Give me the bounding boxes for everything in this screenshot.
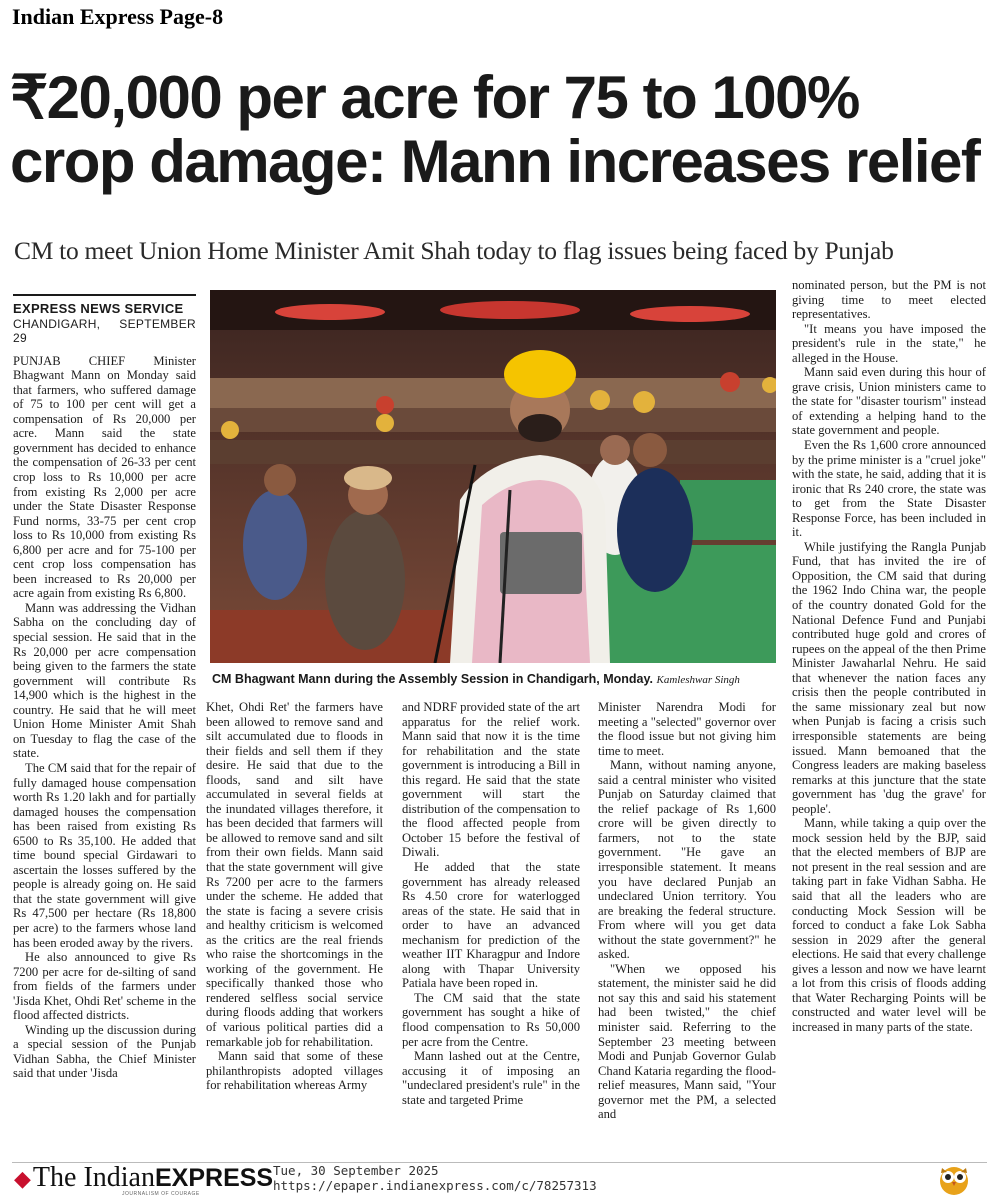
paragraph: He added that the state government has already released Rs 4.50 crore for waterlogged areas of the state. He said that in order to have an advanced mechanism for prediction of the weather IIT Kharagpur and Indore along with Thapar University Patiala have been roped in. <box>402 860 580 991</box>
byline: EXPRESS NEWS SERVICE <box>13 294 196 317</box>
paragraph: Minister Narendra Modi for meeting a "selected" governor over the flood issue but not giving him time to meet. <box>598 700 776 758</box>
paragraph: Khet, Ohdi Ret' the farmers have been allowed to remove sand and silt accumulated due to floods in their fields and sell them if they desire. He said that due to the floods, sand and silt have accumulated in several fields at the inundated villages therefore, it has been decided that farmers will be allowed to remove sand and silt from their own fields. Mann said that the state government will give Rs 7200 per acre to the farmers under the scheme. He added that the state is facing a severe crisis and healthy criticism is welcomed as the critics are the real friends who raise the shortcomings in the working of the government. He specifically thanked those who rendered selfless social service during floods adding that workers of various political parties did a remarkable job for rehabilitation. <box>206 700 383 1049</box>
logo-main: EXPRESS <box>154 1164 274 1192</box>
express-logo-icon: ◆ <box>14 1166 31 1191</box>
caption-text: CM Bhagwant Mann during the Assembly Session in Chandigarh, Monday. <box>212 672 654 686</box>
paragraph: While justifying the Rangla Punjab Fund, that has invited the ire of Opposition, the CM said that during the 1962 Indo China war, the people of the country donated Gold for the National Defence Fund and Punjabi contributed huge gold and crores of rupees on the appeal of the then Prime Minister Jawaharlal Nehru. He said that whenever the nation faces any crisis then the people contributed in the same missionary zeal but now when Punjab is facing a crisis such irresponsible statements are being issued. Mann bemoaned that the Congress leaders are making baseless remarks at this juncture that the state government has 'dug the grave' for people'. <box>792 539 986 816</box>
dateline: CHANDIGARH, SEPTEMBER 29 <box>13 316 196 346</box>
headline-line-1: ₹20,000 per acre for 75 to 100% <box>10 64 859 131</box>
article-column-1 <box>13 294 196 1149</box>
paragraph: and NDRF provided state of the art apparatus for the relief work. Mann said that now it is the time for rehabilitation and the state government is introducing a Bill in this regard. He said that the state government will start the distribution of the compensation to the flood affected people from October 15 before the festival of Diwali. <box>402 700 580 860</box>
article-column-5 <box>792 278 986 1150</box>
edition-date: Tue, 30 September 2025 <box>273 1163 439 1178</box>
paragraph: He also announced to give Rs 7200 per acre for de-silting of sand from fields of the farmers under 'Jisda Khet, Ohdi Ret' scheme in the flood affected districts. <box>13 950 196 1023</box>
photo-illustration <box>210 290 776 663</box>
page-label: Indian Express Page-8 <box>12 4 224 29</box>
headline-line-2: crop damage: Mann increases relief <box>10 128 980 195</box>
logo-tagline: JOURNALISM OF COURAGE <box>122 1191 200 1197</box>
paragraph: The CM said that for the repair of fully damaged house compensation worth Rs 1.20 lakh and for partially damaged houses the compensation has been raised from existing Rs 6500 to Rs 35,100. He added that time bound special Girdawari to ascertain the losses suffered by the people is already going on. He said that the state government will give Rs 47,500 per hectare (Rs 18,800 per acre) to the farmers whose land has been eroded away by the rivers. <box>13 760 196 950</box>
footer-meta <box>273 1163 597 1193</box>
assembly-session-photo <box>210 290 776 663</box>
paragraph: Winding up the discussion during a special session of the Punjab Vidhan Sabha, the Chief Minister said that under 'Jisda <box>13 1022 196 1081</box>
photo-caption <box>212 672 778 686</box>
subheadline: CM to meet Union Home Minister Amit Shah today to flag issues being faced by Punjab <box>14 236 894 265</box>
paragraph: The CM said that the state government has sought a hike of flood compensation to Rs 50,000 per acre from the Centre. <box>402 990 580 1049</box>
logo-prefix: The Indian <box>32 1162 155 1193</box>
paragraph: Mann was addressing the Vidhan Sabha on the concluding day of special session. He said that in the Rs 20,000 per acre compensation being given to the farmers the state government will contribute Rs 14,900 which is the highest in the country. He said that he will meet Union Home Minister Amit Shah on Tuesday to flag the case of the state. <box>13 600 196 761</box>
paragraph: Mann said that some of these philanthropists adopted villages for rehabilitation whereas Army <box>206 1049 383 1093</box>
paragraph: Mann, without naming anyone, said a central minister who visited Punjab on Saturday claimed that the relief package of Rs 1,600 crore will be given directly to farmers, not to the state government. "He gave an irresponsible statement. It means you have declared Punjab an undeclared Union territory. You are breaking the federal structure. From where will you get data without the state government?" he asked. <box>598 758 776 962</box>
paragraph: Mann lashed out at the Centre, accusing it of imposing an "undeclared president's rule" in the state and targeted Prime <box>402 1049 580 1107</box>
article-column-3 <box>402 700 580 1149</box>
photo-credit: Kamleshwar Singh <box>656 674 740 686</box>
paragraph: "When we opposed his statement, the minister said he did not say this and said his statement had been twisted," the chief minister said. Referring to the September 23 meeting between Modi and Punjab Governor Gulab Chand Kataria regarding the flood-relief measures, Mann said, "Your governor met the PM, a selected and <box>598 961 776 1122</box>
paragraph: Mann said even during this hour of grave crisis, Union ministers came to the state for "disaster tourism" instead of extending a helping hand to the state government and people. <box>792 365 986 438</box>
article-column-4 <box>598 700 776 1149</box>
epaper-url[interactable]: https://epaper.indianexpress.com/c/78257313 <box>273 1178 597 1193</box>
paragraph: Even the Rs 1,600 crore announced by the prime minister is a "cruel joke" with the state, he said, adding that it is ironic that Rs 240 crore, the state was to get from the State Disaster Response Force, has been included in it. <box>792 438 986 540</box>
article-column-2 <box>206 700 383 1149</box>
headline <box>10 66 990 194</box>
indian-express-logo <box>14 1162 273 1194</box>
paragraph: PUNJAB CHIEF Minister Bhagwant Mann on Monday said that farmers, who suffered damage of 75 to 100 per cent will get a compensation of Rs 20,000 per acre. Mann said the state government has decided to enhance the compensation of 26-33 per cent crop loss to Rs 10,000 per acre from existing Rs 2,000 per acre under the State Disaster Response Fund norms, 33-75 per cent crop loss to Rs 10,000 from existing Rs 6,800 per acre and for 75-100 per cent crop loss compensation has been increased to Rs 20,000 per acre again from existing Rs 6,800. <box>13 353 196 601</box>
paragraph: Mann, while taking a quip over the mock session held by the BJP, said that the elected members of BJP are not present in the real session and are taking part in fake Vidhan Sabha. He said that all the leaders who are conducting Mock Session will be forced to conduct a fake Lok Sabha session in 2029 after the general elections. He said that every challenge gives a lesson and now we have learnt a lot from this crisis of floods adding that Water Recharging Points will be constructed and water level will be increased in many parts of the state. <box>792 816 986 1034</box>
paragraph: nominated person, but the PM is not giving time to meet elected representatives. <box>792 278 986 322</box>
owl-icon <box>937 1160 971 1196</box>
paragraph: "It means you have imposed the president's rule in the state," he alleged in the House. <box>792 321 986 365</box>
